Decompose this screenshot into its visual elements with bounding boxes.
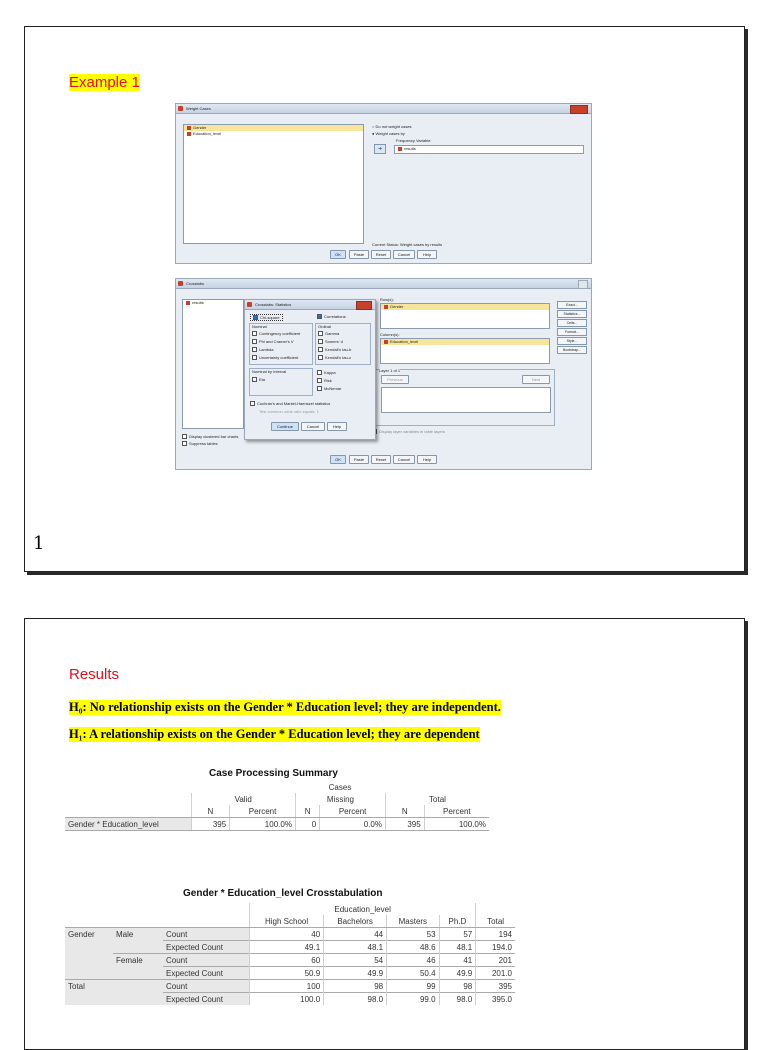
missing-header: Missing [295, 793, 385, 805]
table-row [65, 993, 515, 1006]
bootstrap-button[interactable]: Bootstrap... [557, 346, 587, 354]
crosstabs-titlebar [176, 279, 591, 289]
columns-label: Column(s): [380, 332, 400, 337]
document-page-1 [24, 26, 745, 572]
table-row [65, 928, 515, 941]
close-icon[interactable] [578, 280, 588, 289]
reset-button[interactable]: Reset [371, 250, 391, 259]
layer-group [375, 369, 555, 426]
weight-cases-dialog [175, 103, 592, 264]
cell: 201.0 [476, 967, 515, 980]
count-label: Count [163, 954, 250, 967]
cancel-button[interactable]: Cancel [393, 455, 415, 464]
statistics-titlebar [245, 300, 375, 310]
layer-label: Layer 1 of 1 [379, 368, 401, 373]
cochran-checkbox[interactable]: Cochran's and Mantel-Haenszel statistics [250, 401, 330, 406]
rows-box[interactable] [380, 303, 550, 329]
cell: 57 [439, 928, 476, 941]
frequency-variable-box[interactable] [394, 145, 584, 154]
paste-button[interactable]: Paste [349, 250, 369, 259]
rows-label: Row(s): [380, 297, 394, 302]
cell: 49.9 [324, 967, 387, 980]
move-arrow-button[interactable]: ➜ [374, 144, 386, 154]
scale-variable-icon [398, 147, 402, 151]
current-status: Current Status: Weight cases by results [372, 242, 443, 247]
crosstabulation-table [65, 903, 515, 1005]
cells-button[interactable]: Cells... [557, 319, 587, 327]
frequency-label: Frequency Variable: [396, 138, 432, 143]
crosstabs-title: Crosstabs [186, 281, 205, 286]
cell: 395 [476, 980, 515, 993]
suppress-tables-checkbox[interactable]: Suppress tables [182, 441, 218, 446]
ok-button[interactable]: OK [330, 455, 346, 464]
cell: 54 [324, 954, 387, 967]
close-icon[interactable] [356, 301, 372, 310]
expected-label: Expected Count [163, 993, 250, 1006]
col-header: N [191, 805, 230, 818]
cell: 40 [250, 928, 324, 941]
display-clustered-checkbox[interactable]: Display clustered bar charts [182, 434, 238, 439]
col-header: High School [250, 915, 324, 928]
crosstabs-statistics-dialog [244, 299, 376, 440]
cell: 201 [476, 954, 515, 967]
variable-item-results[interactable]: results [183, 300, 243, 306]
close-icon[interactable] [570, 105, 588, 114]
cell: 99 [387, 980, 439, 993]
risk-checkbox[interactable]: Risk [317, 378, 332, 383]
nominal-group [249, 323, 313, 365]
cell: 395 [191, 818, 230, 831]
total-label: Total [65, 980, 113, 993]
col-header: Bachelors [324, 915, 387, 928]
col-header: Percent [230, 805, 296, 818]
col-header: N [295, 805, 319, 818]
kappa-checkbox[interactable]: Kappa [317, 370, 336, 375]
column-variable-education[interactable]: Education_level [381, 339, 549, 345]
cancel-button[interactable]: Cancel [301, 422, 325, 431]
table-row [65, 954, 515, 967]
spss-icon [178, 106, 183, 111]
option-weight-by[interactable]: ● Weight cases by [372, 131, 405, 136]
variable-list[interactable] [183, 124, 364, 244]
nominal-variable-icon [187, 126, 191, 130]
cell: 395 [385, 818, 424, 831]
cell: 44 [324, 928, 387, 941]
frequency-variable-value: results [395, 146, 583, 152]
format-button[interactable]: Format... [557, 328, 587, 336]
valid-header: Valid [191, 793, 295, 805]
cell: 98.0 [439, 993, 476, 1006]
cell: 48.1 [324, 941, 387, 954]
count-label: Count [163, 928, 250, 941]
col-header: Percent [320, 805, 386, 818]
case-summary-title: Case Processing Summary [209, 768, 338, 779]
crosstabs-dialog [175, 278, 592, 470]
columns-box[interactable] [380, 338, 550, 364]
tau-b-checkbox[interactable]: Kendall's tau-b [318, 347, 351, 352]
paste-button[interactable]: Paste [349, 455, 369, 464]
chi-square-checkbox[interactable]: Chi-square [250, 314, 283, 321]
cell: 100.0% [424, 818, 489, 831]
table-row [65, 818, 489, 831]
gender-label: Gender [65, 928, 113, 941]
table-row [65, 967, 515, 980]
statistics-title: Crosstabs: Statistics [255, 302, 292, 307]
tau-c-checkbox[interactable]: Kendall's tau-c [318, 355, 351, 360]
table-row [65, 941, 515, 954]
ordinal-label: Ordinal [318, 324, 331, 329]
cell: 48.6 [387, 941, 439, 954]
results-heading: Results [69, 666, 120, 683]
cell: 0.0% [320, 818, 386, 831]
female-label: Female [113, 954, 163, 967]
ok-button[interactable]: OK [330, 250, 346, 259]
cell: 194.0 [476, 941, 515, 954]
common-odds-field[interactable]: Test common odds ratio equals: 1 [259, 409, 319, 414]
cell: 53 [387, 928, 439, 941]
continue-button[interactable]: Continue [271, 422, 299, 431]
cell: 0 [295, 818, 319, 831]
weight-cases-titlebar [176, 104, 591, 114]
col-header: Percent [424, 805, 489, 818]
correlations-checkbox[interactable]: Correlations [317, 314, 346, 319]
statistics-button[interactable]: Statistics... [557, 310, 587, 318]
ordinal-group [315, 323, 371, 365]
source-variable-list[interactable] [182, 299, 244, 429]
nominal-variable-icon [384, 305, 388, 309]
null-hypothesis: H₀: No relationship exists on the Gender * Education level; they are independent. [69, 700, 501, 714]
cell: 49.1 [250, 941, 324, 954]
variable-item-education[interactable]: Education_level [184, 131, 363, 137]
cell: 50.9 [250, 967, 324, 980]
interval-group [249, 368, 313, 396]
interval-label: Nominal by Interval [252, 369, 287, 374]
alternative-hypothesis: H₁: A relationship exists on the Gender * Education level; they are dependent [69, 727, 480, 741]
help-button[interactable]: Help [417, 250, 437, 259]
cell: 99.0 [387, 993, 439, 1006]
col-header: Total [476, 915, 515, 928]
cell: 48.1 [439, 941, 476, 954]
nominal-variable-icon [187, 132, 191, 136]
help-button[interactable]: Help [327, 422, 347, 431]
cell: 100.0% [230, 818, 296, 831]
row-label: Gender * Education_level [65, 818, 191, 831]
layer-box[interactable] [381, 387, 551, 413]
exact-button[interactable]: Exact... [557, 301, 587, 309]
case-processing-table [65, 781, 489, 831]
example-title: Example 1 [69, 74, 140, 91]
cell: 41 [439, 954, 476, 967]
count-label: Count [163, 980, 250, 993]
male-label: Male [113, 928, 163, 941]
cell: 60 [250, 954, 324, 967]
display-layer-checkbox[interactable]: Display layer variables in table layers [372, 429, 445, 434]
mcnemar-checkbox[interactable]: McNemar [317, 386, 341, 391]
education-level-header: Education_level [250, 903, 476, 915]
crosstab-title: Gender * Education_level Crosstabulation [183, 888, 383, 899]
document-page-2 [24, 618, 745, 1050]
nominal-label: Nominal [252, 324, 267, 329]
col-header: Ph.D [439, 915, 476, 928]
next-button[interactable]: Next [522, 375, 550, 384]
contingency-checkbox[interactable]: Contingency coefficient [252, 331, 300, 336]
page-number: 1 [33, 533, 45, 554]
gamma-checkbox[interactable]: Gamma [318, 331, 339, 336]
cell: 98.0 [324, 993, 387, 1006]
previous-button[interactable]: Previous [381, 375, 409, 384]
cell: 98 [439, 980, 476, 993]
total-header: Total [385, 793, 489, 805]
option-no-weight[interactable]: ○ Do not weight cases [372, 124, 412, 129]
cases-header: Cases [328, 782, 352, 792]
nominal-variable-icon [384, 340, 388, 344]
scale-variable-icon [186, 301, 190, 305]
col-header: N [385, 805, 424, 818]
eta-checkbox[interactable]: Eta [252, 377, 265, 382]
lambda-checkbox[interactable]: Lambda [252, 347, 273, 352]
cell: 395.0 [476, 993, 515, 1006]
expected-label: Expected Count [163, 941, 250, 954]
cell: 100.0 [250, 993, 324, 1006]
expected-label: Expected Count [163, 967, 250, 980]
weight-cases-title: Weight Cases [186, 106, 211, 111]
cell: 100 [250, 980, 324, 993]
variable-item-gender[interactable]: Gender [184, 125, 363, 131]
cell: 98 [324, 980, 387, 993]
reset-button[interactable]: Reset [371, 455, 391, 464]
cell: 46 [387, 954, 439, 967]
uncertainty-checkbox[interactable]: Uncertainty coefficient [252, 355, 298, 360]
cell: 194 [476, 928, 515, 941]
somers-checkbox[interactable]: Somers' d [318, 339, 343, 344]
spss-icon [178, 281, 183, 286]
spss-icon [247, 302, 252, 307]
row-variable-gender[interactable]: Gender [381, 304, 549, 310]
cell: 50.4 [387, 967, 439, 980]
cancel-button[interactable]: Cancel [393, 250, 415, 259]
cell: 49.9 [439, 967, 476, 980]
col-header: Masters [387, 915, 439, 928]
help-button[interactable]: Help [417, 455, 437, 464]
phi-cramer-checkbox[interactable]: Phi and Cramer's V [252, 339, 294, 344]
style-button[interactable]: Style... [557, 337, 587, 345]
table-row [65, 980, 515, 993]
